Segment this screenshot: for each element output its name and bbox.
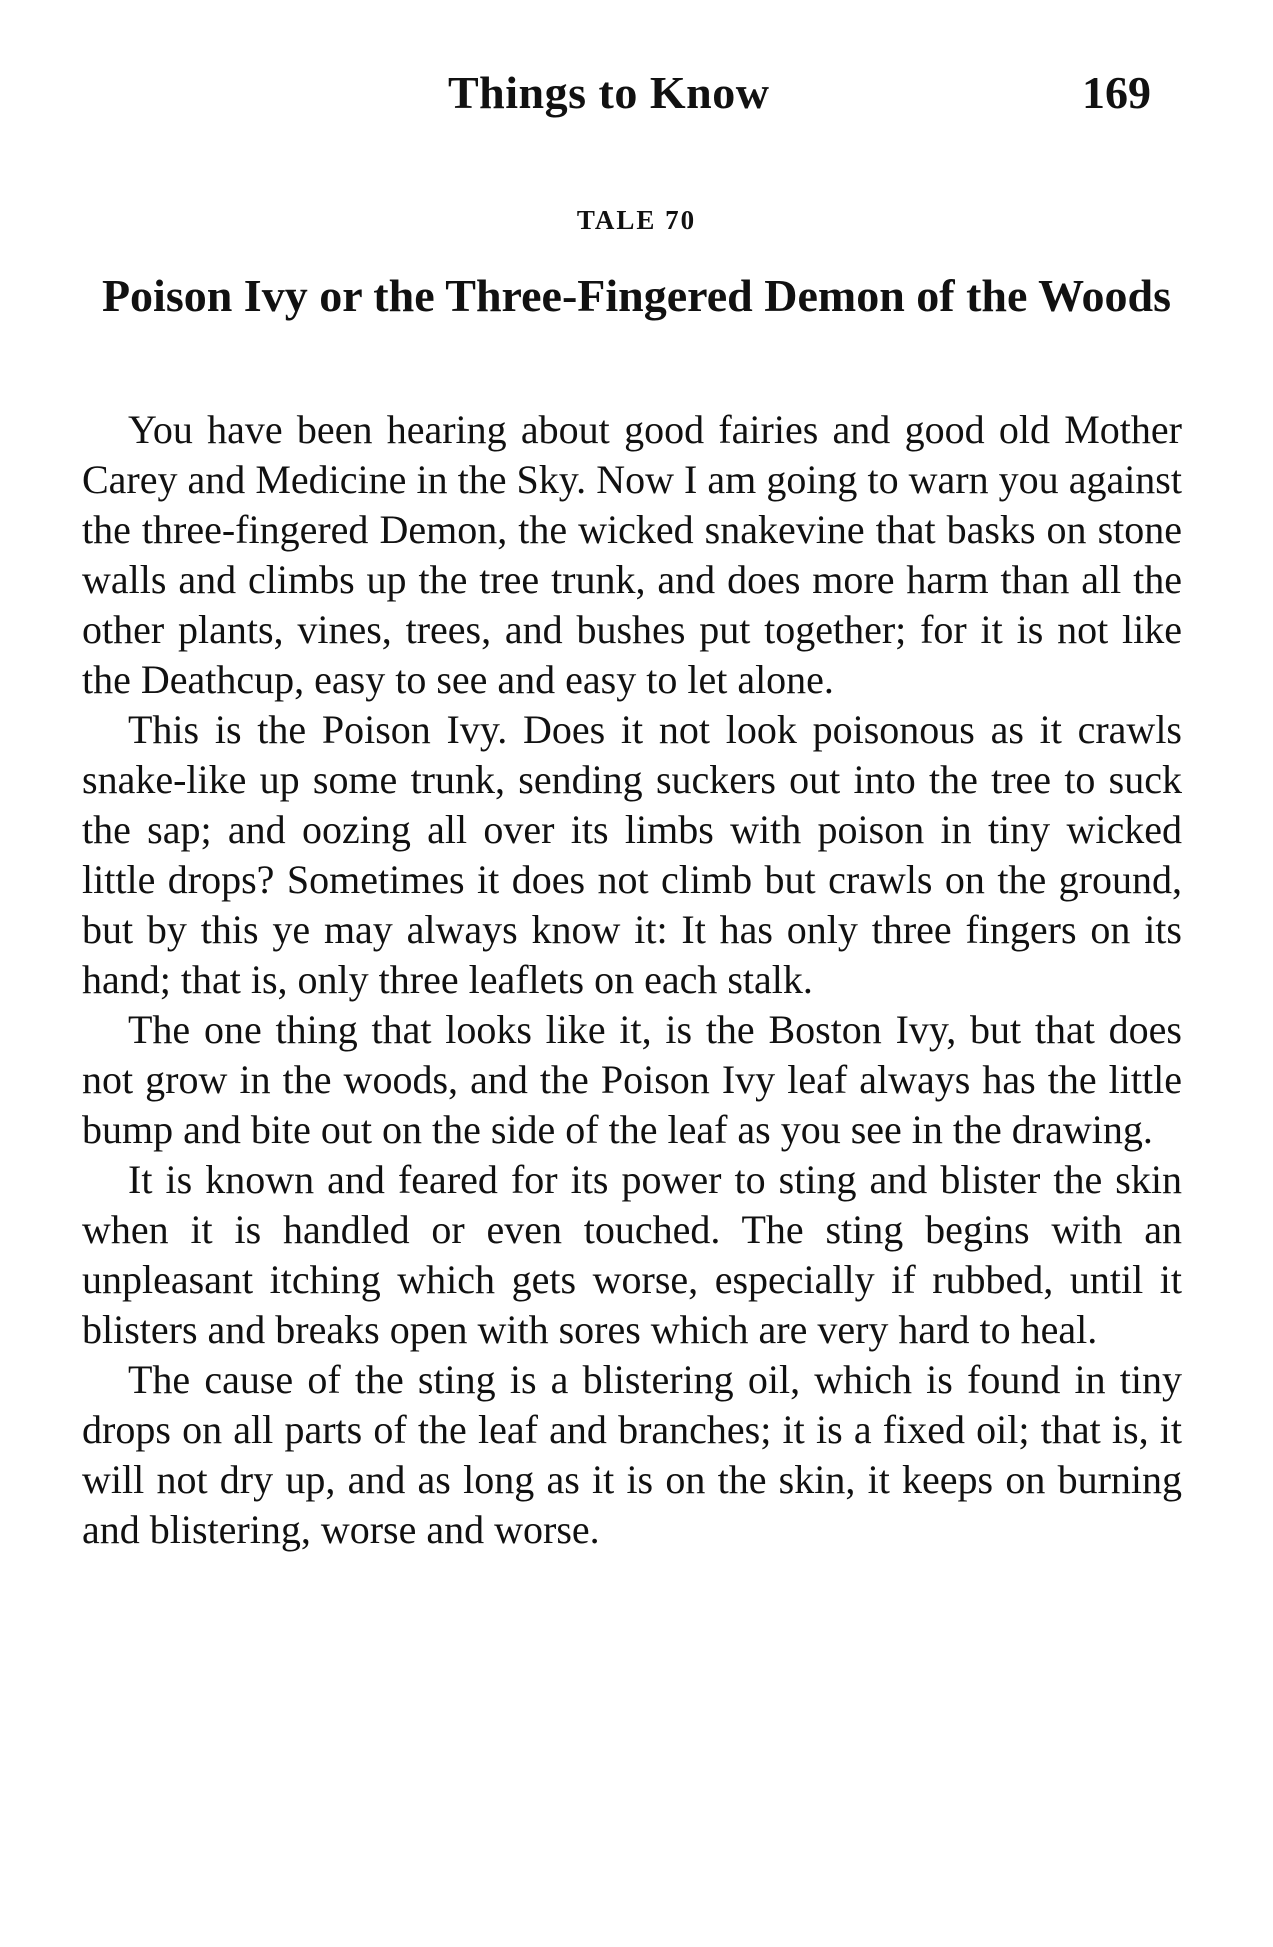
paragraph: It is known and feared for its power to sting and blister the skin when it is handled or even touched. The sting begins with an unpleasant itching which gets worse, especially if rubbed, until it blisters and breaks open with sores which are very hard to heal. <box>82 1157 1182 1352</box>
body-text <box>82 405 1182 1555</box>
running-title: Things to Know <box>448 67 770 118</box>
tale-label: TALE 70 <box>576 205 697 235</box>
tale-title: Poison Ivy or the Three-Fingered Demon of the Woods <box>101 270 1172 321</box>
paragraph: This is the Poison Ivy. Does it not look poisonous as it crawls snake-like up some trunk, sending suckers out into the tree to suck the sap; and oozing all over its limbs with poison in tiny wicked little drops? Sometimes it does not climb but crawls on the ground, but by this ye may always know it: It has only three fingers on its hand; that is, only three leaflets on each stalk. <box>82 707 1182 1002</box>
paragraph: The cause of the sting is a blistering oil, which is found in tiny drops on all parts of the leaf and branches; it is a fixed oil; that is, it will not dry up, and as long as it is on the skin, it keeps on burning and blistering, worse and worse. <box>82 1357 1182 1552</box>
paragraph: You have been hearing about good fairies and good old Mother Carey and Medicine in the Sky. Now I am going to warn you against the three-fingered Demon, the wicked snakevine that basks on stone walls and climbs up the tree trunk, and does more harm than all the other plants, vines, trees, and bushes put together; for it is not like the Deathcup, easy to see and easy to let alone. <box>82 407 1182 702</box>
running-head <box>0 66 1273 126</box>
page-number: 169 <box>1082 67 1151 118</box>
paragraph: The one thing that looks like it, is the Boston Ivy, but that does not grow in the woods, and the Poison Ivy leaf always has the little bump and bite out on the side of the leaf as you see in the drawing. <box>82 1007 1182 1152</box>
